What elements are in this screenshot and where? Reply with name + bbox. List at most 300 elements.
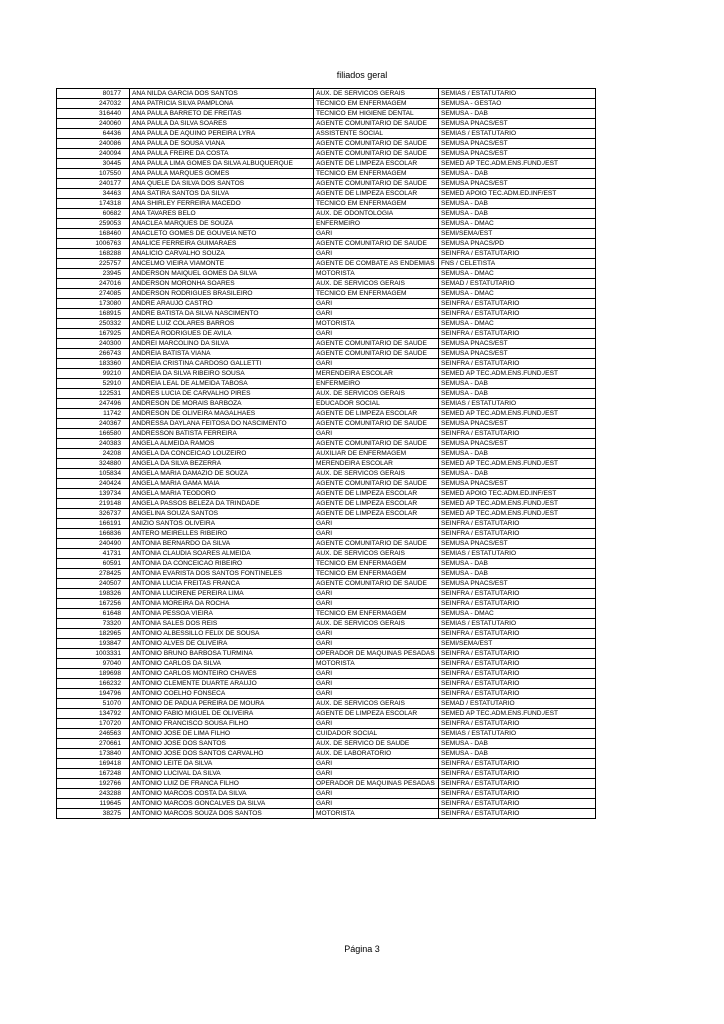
member-department-cell: SEMED AP TEC.ADM.ENS.FUND./EST [439, 709, 596, 719]
member-department-cell: SEMUSA PNACS/EST [439, 579, 596, 589]
member-id-cell: 183360 [57, 359, 130, 369]
member-id-cell: 189698 [57, 669, 130, 679]
table-row [57, 659, 596, 669]
page-number: Página 3 [344, 944, 380, 954]
member-department-cell: SEMUSA - DAB [439, 199, 596, 209]
member-role-cell: AGENTE DE LIMPEZA ESCOLAR [314, 709, 439, 719]
table-row [57, 669, 596, 679]
member-department-cell: SEMUSA PNACS/EST [439, 539, 596, 549]
member-department-cell: SEMUSA - DAB [439, 749, 596, 759]
member-name-cell: ANTONIO CARLOS DA SILVA [130, 659, 314, 669]
member-department-cell: SEMIAS / ESTATUTARIO [439, 89, 596, 99]
member-id-cell: 119645 [57, 799, 130, 809]
member-role-cell: AUX. DE ODONTOLOGIA [314, 209, 439, 219]
member-name-cell: ANTERO MEIRELLES RIBEIRO [130, 529, 314, 539]
member-role-cell: AGENTE DE LIMPEZA ESCOLAR [314, 489, 439, 499]
table-row [57, 139, 596, 149]
table-row [57, 349, 596, 359]
member-id-cell: 11742 [57, 409, 130, 419]
table-row [57, 519, 596, 529]
member-name-cell: ANDREA RODRIGUES DE AVILA [130, 329, 314, 339]
table-row [57, 459, 596, 469]
member-name-cell: ANA SHIRLEY FERREIRA MACEDO [130, 199, 314, 209]
member-department-cell: SEMUSA - DAB [439, 169, 596, 179]
member-id-cell: 166232 [57, 679, 130, 689]
table-row [57, 529, 596, 539]
member-id-cell: 192766 [57, 779, 130, 789]
table-row [57, 489, 596, 499]
member-id-cell: 38275 [57, 809, 130, 819]
table-row [57, 599, 596, 609]
member-department-cell: SEMUSA - DMAC [439, 269, 596, 279]
member-department-cell: SEINFRA / ESTATUTARIO [439, 659, 596, 669]
member-role-cell: GARI [314, 599, 439, 609]
member-name-cell: ANTONIA LUCIA FREITAS FRANCA [130, 579, 314, 589]
member-role-cell: AGENTE COMUNITARIO DE SAUDE [314, 339, 439, 349]
member-department-cell: SEMUSA - DAB [439, 379, 596, 389]
member-id-cell: 99210 [57, 369, 130, 379]
table-row [57, 719, 596, 729]
member-role-cell: ASSISTENTE SOCIAL [314, 129, 439, 139]
member-role-cell: TECNICO EM HIGIENE DENTAL [314, 109, 439, 119]
member-department-cell: SEINFRA / ESTATUTARIO [439, 769, 596, 779]
member-name-cell: ANTONIO CLEMENTE DUARTE ARAUJO [130, 679, 314, 689]
table-row [57, 269, 596, 279]
table-row [57, 109, 596, 119]
member-name-cell: ANTONIA LUCIRENE PEREIRA LIMA [130, 589, 314, 599]
member-department-cell: SEMIAS / ESTATUTARIO [439, 549, 596, 559]
member-department-cell: SEMUSA - DAB [439, 449, 596, 459]
member-role-cell: GARI [314, 679, 439, 689]
page-title: filiados geral [336, 70, 388, 80]
table-row [57, 739, 596, 749]
table-row [57, 309, 596, 319]
member-id-cell: 246563 [57, 729, 130, 739]
table-row [57, 189, 596, 199]
member-name-cell: ANTONIO JOSE DOS SANTOS [130, 739, 314, 749]
member-id-cell: 61648 [57, 609, 130, 619]
member-department-cell: SEINFRA / ESTATUTARIO [439, 719, 596, 729]
member-name-cell: ANGELA MARIA GAMA MAIA [130, 479, 314, 489]
member-name-cell: ANGELA DA CONCEICAO LOUZEIRO [130, 449, 314, 459]
table-row [57, 119, 596, 129]
member-role-cell: GARI [314, 639, 439, 649]
member-id-cell: 105834 [57, 469, 130, 479]
member-department-cell: SEMED AP TEC.ADM.ENS.FUND./EST [439, 499, 596, 509]
member-role-cell: AGENTE COMUNITARIO DE SAUDE [314, 579, 439, 589]
member-id-cell: 173840 [57, 749, 130, 759]
member-department-cell: SEMIAS / ESTATUTARIO [439, 399, 596, 409]
member-role-cell: TECNICO EM ENFERMAGEM [314, 559, 439, 569]
member-name-cell: ANDRE LUIZ COLARES BARROS [130, 319, 314, 329]
member-role-cell: AGENTE COMUNITARIO DE SAUDE [314, 119, 439, 129]
member-name-cell: ANA PAULA LIMA GOMES DA SILVA ALBUQUERQUE [130, 159, 314, 169]
member-name-cell: ANTONIO ALVES DE OLIVEIRA [130, 639, 314, 649]
member-department-cell: SEINFRA / ESTATUTARIO [439, 599, 596, 609]
member-id-cell: 240490 [57, 539, 130, 549]
member-role-cell: AGENTE DE LIMPEZA ESCOLAR [314, 509, 439, 519]
member-name-cell: ANTONIO ALBESSILLO FELIX DE SOUSA [130, 629, 314, 639]
member-role-cell: AUX. DE SERVICOS GERAIS [314, 89, 439, 99]
member-id-cell: 30445 [57, 159, 130, 169]
members-table [56, 88, 596, 819]
member-department-cell: SEMUSA - GESTAO [439, 99, 596, 109]
member-role-cell: GARI [314, 629, 439, 639]
member-department-cell: SEINFRA / ESTATUTARIO [439, 529, 596, 539]
member-role-cell: GARI [314, 249, 439, 259]
member-department-cell: SEMUSA - DAB [439, 569, 596, 579]
table-row [57, 799, 596, 809]
member-id-cell: 274085 [57, 289, 130, 299]
member-department-cell: SEMED AP TEC.ADM.ENS.FUND./EST [439, 159, 596, 169]
member-name-cell: ANGELA PASSOS BELEZA DA TRINDADE [130, 499, 314, 509]
table-row [57, 169, 596, 179]
member-name-cell: ANA PATRICIA SILVA PAMPLONA [130, 99, 314, 109]
member-role-cell: GARI [314, 759, 439, 769]
member-role-cell: AUX. DE SERVICOS GERAIS [314, 279, 439, 289]
member-id-cell: 170720 [57, 719, 130, 729]
member-id-cell: 41731 [57, 549, 130, 559]
table-row [57, 149, 596, 159]
member-name-cell: ANTONIO MARCOS GONCALVES DA SILVA [130, 799, 314, 809]
member-department-cell: SEINFRA / ESTATUTARIO [439, 649, 596, 659]
member-role-cell: AGENTE DE COMBATE AS ENDEMIAS [314, 259, 439, 269]
member-role-cell: GARI [314, 299, 439, 309]
table-row [57, 709, 596, 719]
member-name-cell: ANDERSON RODRIGUES BRASILEIRO [130, 289, 314, 299]
member-name-cell: ANA PAULA DA SILVA SOARES [130, 119, 314, 129]
member-name-cell: ANA PAULA FREIRE DA COSTA [130, 149, 314, 159]
member-role-cell: GARI [314, 429, 439, 439]
table-row [57, 629, 596, 639]
member-name-cell: ANTONIO CARLOS MONTEIRO CHAVES [130, 669, 314, 679]
member-department-cell: SEINFRA / ESTATUTARIO [439, 759, 596, 769]
table-row [57, 89, 596, 99]
table-row [57, 329, 596, 339]
member-role-cell: ENFERMEIRO [314, 379, 439, 389]
member-name-cell: ANALICIO CARVALHO SOUZA [130, 249, 314, 259]
member-id-cell: 166580 [57, 429, 130, 439]
member-id-cell: 240300 [57, 339, 130, 349]
table-row [57, 499, 596, 509]
member-department-cell: SEMUSA - DAB [439, 469, 596, 479]
table-row [57, 419, 596, 429]
member-id-cell: 1006763 [57, 239, 130, 249]
member-role-cell: TECNICO EM ENFERMAGEM [314, 609, 439, 619]
member-name-cell: ANA PAULA DE AQUINO PEREIRA LYRA [130, 129, 314, 139]
member-name-cell: ANTONIO MARCOS SOUZA DOS SANTOS [130, 809, 314, 819]
table-row [57, 609, 596, 619]
member-role-cell: GARI [314, 769, 439, 779]
member-id-cell: 240507 [57, 579, 130, 589]
member-department-cell: SEINFRA / ESTATUTARIO [439, 359, 596, 369]
member-id-cell: 240060 [57, 119, 130, 129]
member-name-cell: ANTONIA SALES DOS REIS [130, 619, 314, 629]
member-name-cell: ANDRE ARAUJO CASTRO [130, 299, 314, 309]
member-department-cell: SEMED AP TEC.ADM.ENS.FUND./EST [439, 459, 596, 469]
member-id-cell: 266743 [57, 349, 130, 359]
member-department-cell: SEMUSA - DMAC [439, 609, 596, 619]
member-role-cell: AUXILIAR DE ENFERMAGEM [314, 449, 439, 459]
member-id-cell: 219148 [57, 499, 130, 509]
member-department-cell: SEINFRA / ESTATUTARIO [439, 249, 596, 259]
table-row [57, 369, 596, 379]
member-id-cell: 240094 [57, 149, 130, 159]
member-id-cell: 278425 [57, 569, 130, 579]
member-name-cell: ANDERSON MAIQUEL GOMES DA SILVA [130, 269, 314, 279]
member-name-cell: ANDRESSA DAYLANA FEITOSA DO NASCIMENTO [130, 419, 314, 429]
table-row [57, 479, 596, 489]
member-name-cell: ANTONIO JOSE DE LIMA FILHO [130, 729, 314, 739]
member-name-cell: ANACLEA MARQUES DE SOUZA [130, 219, 314, 229]
member-name-cell: ANTONIO DE PADUA PEREIRA DE MOURA [130, 699, 314, 709]
member-role-cell: GARI [314, 789, 439, 799]
member-role-cell: GARI [314, 309, 439, 319]
member-id-cell: 60682 [57, 209, 130, 219]
member-role-cell: TECNICO EM ENFERMAGEM [314, 169, 439, 179]
member-id-cell: 166191 [57, 519, 130, 529]
member-department-cell: SEMUSA - DMAC [439, 319, 596, 329]
member-name-cell: ANTONIO LEITE DA SILVA [130, 759, 314, 769]
member-role-cell: AUX. DE SERVICO DE SAUDE [314, 739, 439, 749]
table-row [57, 289, 596, 299]
member-role-cell: GARI [314, 589, 439, 599]
member-department-cell: SEMUSA PNACS/EST [439, 149, 596, 159]
member-id-cell: 247032 [57, 99, 130, 109]
member-id-cell: 168288 [57, 249, 130, 259]
member-id-cell: 166836 [57, 529, 130, 539]
member-role-cell: ENFERMEIRO [314, 219, 439, 229]
member-department-cell: SEINFRA / ESTATUTARIO [439, 629, 596, 639]
member-department-cell: SEMED AP TEC.ADM.ENS.FUND./EST [439, 509, 596, 519]
member-role-cell: AUX. DE SERVICOS GERAIS [314, 389, 439, 399]
member-id-cell: 198326 [57, 589, 130, 599]
member-role-cell: GARI [314, 519, 439, 529]
member-department-cell: SEMED AP TEC.ADM.ENS.FUND./EST [439, 369, 596, 379]
member-id-cell: 182965 [57, 629, 130, 639]
member-name-cell: ANDERSON MORONHA SOARES [130, 279, 314, 289]
member-id-cell: 97040 [57, 659, 130, 669]
table-row [57, 129, 596, 139]
member-role-cell: AGENTE DE LIMPEZA ESCOLAR [314, 499, 439, 509]
member-name-cell: ANA PAULA MARQUES GOMES [130, 169, 314, 179]
member-role-cell: TECNICO EM ENFERMAGEM [314, 289, 439, 299]
member-id-cell: 80177 [57, 89, 130, 99]
members-table-body [57, 89, 596, 819]
member-role-cell: TECNICO EM ENFERMAGEM [314, 199, 439, 209]
member-name-cell: ANDRESSON BATISTA FERREIRA [130, 429, 314, 439]
member-department-cell: SEINFRA / ESTATUTARIO [439, 779, 596, 789]
member-role-cell: MOTORISTA [314, 659, 439, 669]
member-name-cell: ANDREIA DA SILVA RIBEIRO SOUSA [130, 369, 314, 379]
member-name-cell: ANTONIA EVARISTA DOS SANTOS FONTINELES [130, 569, 314, 579]
member-department-cell: SEINFRA / ESTATUTARIO [439, 329, 596, 339]
table-row [57, 219, 596, 229]
member-role-cell: EDUCADOR SOCIAL [314, 399, 439, 409]
member-role-cell: AUX. DE LABORATORIO [314, 749, 439, 759]
member-name-cell: ANDREIA BATISTA VIANA [130, 349, 314, 359]
member-role-cell: AGENTE COMUNITARIO DE SAUDE [314, 149, 439, 159]
member-department-cell: SEINFRA / ESTATUTARIO [439, 429, 596, 439]
member-id-cell: 1003331 [57, 649, 130, 659]
member-id-cell: 240383 [57, 439, 130, 449]
member-department-cell: SEMED AP TEC.ADM.ENS.FUND./EST [439, 409, 596, 419]
member-id-cell: 193847 [57, 639, 130, 649]
member-department-cell: SEMUSA - DAB [439, 559, 596, 569]
member-department-cell: SEMUSA PNACS/EST [439, 179, 596, 189]
table-row [57, 299, 596, 309]
member-department-cell: SEINFRA / ESTATUTARIO [439, 669, 596, 679]
member-name-cell: ANDREIA LEAL DE ALMEIDA TABOSA [130, 379, 314, 389]
member-name-cell: ANTONIO LUIZ DE FRANCA FILHO [130, 779, 314, 789]
member-id-cell: 240424 [57, 479, 130, 489]
table-row [57, 679, 596, 689]
member-role-cell: GARI [314, 529, 439, 539]
member-name-cell: ANTONIO JOSE DOS SANTOS CARVALHO [130, 749, 314, 759]
table-row [57, 229, 596, 239]
member-role-cell: AGENTE COMUNITARIO DE SAUDE [314, 239, 439, 249]
member-id-cell: 174318 [57, 199, 130, 209]
table-row [57, 429, 596, 439]
member-department-cell: FNS / CELETISTA [439, 259, 596, 269]
member-name-cell: ANA PAULA BARRETO DE FREITAS [130, 109, 314, 119]
member-name-cell: ANALICE FERREIRA GUIMARAES [130, 239, 314, 249]
member-department-cell: SEMUSA PNACS/EST [439, 339, 596, 349]
member-department-cell: SEMIAS / ESTATUTARIO [439, 729, 596, 739]
member-name-cell: ANTONIO LUCIVAL DA SILVA [130, 769, 314, 779]
table-row [57, 389, 596, 399]
table-row [57, 699, 596, 709]
member-department-cell: SEMUSA PNACS/PD [439, 239, 596, 249]
member-department-cell: SEINFRA / ESTATUTARIO [439, 299, 596, 309]
member-role-cell: GARI [314, 329, 439, 339]
member-department-cell: SEMUSA PNACS/EST [439, 349, 596, 359]
member-role-cell: MERENDEIRA ESCOLAR [314, 459, 439, 469]
table-row [57, 359, 596, 369]
member-id-cell: 225757 [57, 259, 130, 269]
member-name-cell: ANGELA MARIA DAMAZIO DE SOUZA [130, 469, 314, 479]
member-role-cell: GARI [314, 689, 439, 699]
member-department-cell: SEMI/SEMA/EST [439, 229, 596, 239]
member-name-cell: ANTONIO BRUNO BARBOSA TURMINA [130, 649, 314, 659]
member-name-cell: ANGELINA SOUZA SANTOS [130, 509, 314, 519]
table-row [57, 99, 596, 109]
member-id-cell: 64436 [57, 129, 130, 139]
table-row [57, 649, 596, 659]
table-row [57, 439, 596, 449]
member-name-cell: ANTONIA CLAUDIA SOARES ALMEIDA [130, 549, 314, 559]
member-role-cell: AUX. DE SERVICOS GERAIS [314, 549, 439, 559]
member-department-cell: SEMUSA - DAB [439, 209, 596, 219]
member-role-cell: GARI [314, 669, 439, 679]
member-name-cell: ANTONIO MARCOS COSTA DA SILVA [130, 789, 314, 799]
table-row [57, 689, 596, 699]
member-id-cell: 240367 [57, 419, 130, 429]
table-row [57, 639, 596, 649]
table-row [57, 239, 596, 249]
member-department-cell: SEINFRA / ESTATUTARIO [439, 809, 596, 819]
member-name-cell: ANA NILDA GARCIA DOS SANTOS [130, 89, 314, 99]
member-role-cell: AUX. DE SERVICOS GERAIS [314, 619, 439, 629]
member-role-cell: CUIDADOR SOCIAL [314, 729, 439, 739]
member-role-cell: GARI [314, 359, 439, 369]
member-department-cell: SEMUSA - DAB [439, 389, 596, 399]
member-id-cell: 167256 [57, 599, 130, 609]
member-id-cell: 194796 [57, 689, 130, 699]
member-role-cell: TECNICO EM ENFERMAGEM [314, 569, 439, 579]
table-row [57, 209, 596, 219]
table-row [57, 279, 596, 289]
member-id-cell: 51070 [57, 699, 130, 709]
member-name-cell: ANA QUELE DA SILVA DOS SANTOS [130, 179, 314, 189]
member-name-cell: ANGELA ALMEIDA RAMOS [130, 439, 314, 449]
table-row [57, 199, 596, 209]
member-role-cell: AUX. DE SERVICOS GERAIS [314, 699, 439, 709]
member-id-cell: 240086 [57, 139, 130, 149]
member-id-cell: 169418 [57, 759, 130, 769]
member-name-cell: ANTONIA BERNARDO DA SILVA [130, 539, 314, 549]
table-row [57, 159, 596, 169]
member-id-cell: 34463 [57, 189, 130, 199]
member-department-cell: SEMUSA PNACS/EST [439, 439, 596, 449]
member-department-cell: SEINFRA / ESTATUTARIO [439, 519, 596, 529]
member-department-cell: SEMUSA - DMAC [439, 289, 596, 299]
member-department-cell: SEMUSA - DMAC [439, 219, 596, 229]
member-role-cell: AGENTE COMUNITARIO DE SAUDE [314, 419, 439, 429]
member-department-cell: SEMAD / ESTATUTARIO [439, 699, 596, 709]
table-row [57, 399, 596, 409]
table-row [57, 509, 596, 519]
member-role-cell: AGENTE COMUNITARIO DE SAUDE [314, 479, 439, 489]
member-id-cell: 324880 [57, 459, 130, 469]
member-role-cell: AGENTE DE LIMPEZA ESCOLAR [314, 159, 439, 169]
table-row [57, 769, 596, 779]
member-id-cell: 60591 [57, 559, 130, 569]
table-row [57, 409, 596, 419]
member-role-cell: AGENTE DE LIMPEZA ESCOLAR [314, 189, 439, 199]
table-row [57, 569, 596, 579]
member-role-cell: GARI [314, 799, 439, 809]
member-department-cell: SEMUSA PNACS/EST [439, 139, 596, 149]
member-name-cell: ANDREI MARCOLINO DA SILVA [130, 339, 314, 349]
table-row [57, 249, 596, 259]
member-department-cell: SEMIAS / ESTATUTARIO [439, 619, 596, 629]
table-row [57, 549, 596, 559]
member-name-cell: ANTONIA DA CONCEICAO RIBEIRO [130, 559, 314, 569]
member-id-cell: 168915 [57, 309, 130, 319]
table-row [57, 179, 596, 189]
member-id-cell: 247496 [57, 399, 130, 409]
member-role-cell: AUX. DE SERVICOS GERAIS [314, 469, 439, 479]
member-name-cell: ANA TAVARES BELO [130, 209, 314, 219]
member-id-cell: 168460 [57, 229, 130, 239]
table-row [57, 809, 596, 819]
member-department-cell: SEINFRA / ESTATUTARIO [439, 689, 596, 699]
member-department-cell: SEMI/SEMA/EST [439, 639, 596, 649]
member-name-cell: ANDRES LUCIA DE CARVALHO PIRES [130, 389, 314, 399]
member-name-cell: ANIZIO SANTOS OLIVEIRA [130, 519, 314, 529]
member-role-cell: MOTORISTA [314, 809, 439, 819]
member-department-cell: SEINFRA / ESTATUTARIO [439, 789, 596, 799]
member-role-cell: AGENTE COMUNITARIO DE SAUDE [314, 139, 439, 149]
member-role-cell: TECNICO EM ENFERMAGEM [314, 99, 439, 109]
member-department-cell: SEMED APOIO TEC.ADM.ED.INF/EST [439, 489, 596, 499]
member-department-cell: SEMUSA PNACS/EST [439, 479, 596, 489]
member-id-cell: 326737 [57, 509, 130, 519]
member-department-cell: SEMAD / ESTATUTARIO [439, 279, 596, 289]
member-id-cell: 52910 [57, 379, 130, 389]
member-name-cell: ANDRE BATISTA DA SILVA NASCIMENTO [130, 309, 314, 319]
